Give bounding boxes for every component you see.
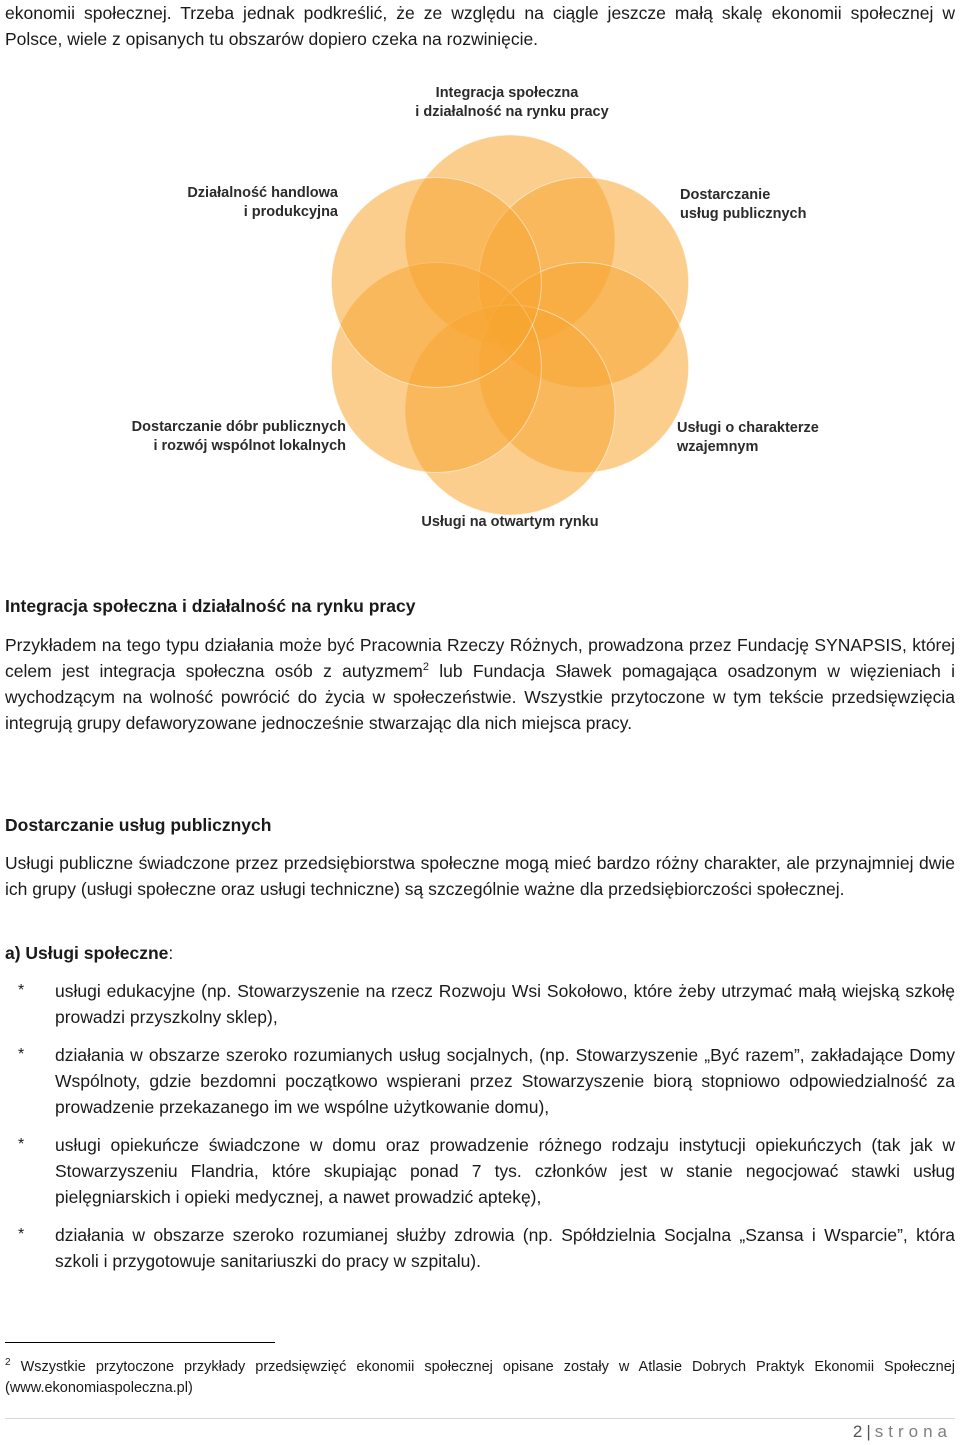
section1-text-a: Przykładem na tego typu działania może być Pracownia Rzeczy Różnych, prowadzona przez Fundację SYNAPSIS, której celem jest integracja społeczna osób z autyzmem — [5, 635, 955, 681]
label-lower-left-line2: i rozwój wspólnot lokalnych — [153, 438, 346, 454]
section1-text-b: lub Fundacja Sławek pomagająca osadzonym w więzieniach i wychodzącym na wolność powrócić do życia w społeczeństwie. Wszystkie przytoczone w tym tekście przedsięwzięcia integrują grupy defaworyzowane jednocześnie stwarzając dla nich miejsca pracy. — [5, 661, 955, 733]
footnote-text: Wszystkie przytoczone przykłady przedsięwzięć ekonomii społecznej opisane zostały w Atlasie Dobrych Praktyk Ekonomii Społecznej (www.ekonomiaspoleczna.pl) — [5, 1358, 955, 1396]
label-upper-left-line1: Działalność handlowa — [187, 185, 338, 201]
footer-word: strona — [874, 1422, 952, 1441]
label-top-line1: Integracja społeczna — [435, 85, 579, 101]
services-list — [5, 978, 955, 1286]
section1-paragraph — [5, 632, 955, 736]
list-item — [5, 1222, 955, 1274]
footer-separator: | — [866, 1422, 871, 1441]
footer-divider — [5, 1418, 955, 1419]
label-lower-right-line2: wzajemnym — [677, 439, 759, 455]
diagram-petals — [331, 135, 688, 515]
label-upper-left-line2: i produkcyjna — [243, 204, 338, 220]
list-item-text: działania w obszarze szeroko rozumianych usług socjalnych, (np. Stowarzyszenie „Być razem”, zakładające Domy Wspólnoty, gdzie bezdomni początkowo wspierani przez Stowarzyszenie biorą stopniowo odpowiedzialność za prowadzenie przekazanego im we wspólne użytkowanie domu), — [55, 1045, 955, 1117]
list-item-text: usługi opiekuńcze świadczone w domu oraz prowadzenie różnego rodzaju instytucji opiekuńczych (tak jak w Stowarzyszeniu Flandria, które skupiając ponad 7 tys. członków jest w stanie negocjować stawki usług pielęgniarskich i opieki medycznej, a nawet prowadzić aptekę), — [55, 1135, 955, 1207]
section1-heading: Integracja społeczna i działalność na rynku pracy — [5, 596, 416, 616]
page-footer — [853, 1422, 952, 1442]
petal-upper-left — [331, 178, 541, 388]
subheading-colon: : — [168, 943, 174, 963]
page-number: 2 — [852, 1422, 863, 1441]
list-item — [5, 1042, 955, 1120]
list-item-text: usługi edukacyjne (np. Stowarzyszenie na rzecz Rozwoju Wsi Sokołowo, które żeby utrzymać małą wiejską szkołę prowadzi przyszkolny sklep), — [55, 981, 955, 1027]
venn-diagram — [100, 70, 860, 540]
footnote — [5, 1352, 955, 1399]
label-lower-right-line1: Usługi o charakterze — [677, 420, 819, 436]
list-item-text: działania w obszarze szeroko rozumianej służby zdrowia (np. Spółdzielnia Socjalna „Szansa i Wsparcie”, która szkoli i przygotowuje sanitariuszki do pracy w szpitalu). — [55, 1225, 955, 1271]
label-bottom: Usługi na otwartym rynku — [421, 514, 599, 530]
section2-heading: Dostarczanie usług publicznych — [5, 815, 272, 835]
bullet-asterisk-icon: * — [18, 1046, 25, 1063]
label-lower-left-line1: Dostarczanie dóbr publicznych — [131, 419, 346, 435]
intro-paragraph: ekonomii społecznej. Trzeba jednak podkreślić, że ze względu na ciągle jeszcze małą skalę ekonomii społecznej w Polsce, wiele z opisanych tu obszarów dopiero czeka na rozwinięcie. — [5, 3, 955, 49]
bullet-asterisk-icon: * — [18, 982, 25, 999]
label-upper-right-line1: Dostarczanie — [680, 187, 771, 203]
subheading-social-services — [5, 941, 173, 965]
subheading-text: a) Usługi społeczne — [5, 943, 169, 963]
bullet-asterisk-icon: * — [18, 1136, 25, 1153]
footnote-ref[interactable]: 2 — [422, 661, 429, 674]
footnote-number: 2 — [5, 1357, 11, 1368]
list-item — [5, 978, 955, 1030]
label-upper-right-line2: usług publicznych — [680, 206, 807, 222]
section2-paragraph: Usługi publiczne świadczone przez przedsiębiorstwa społeczne mogą mieć bardzo różny charakter, ale przynajmniej dwie ich grupy (usługi społeczne oraz usługi techniczne) są szczególnie ważne dla przedsiębiorczości społecznej. — [5, 853, 955, 899]
label-top-line2: i działalność na rynku pracy — [415, 104, 609, 120]
list-item — [5, 1132, 955, 1210]
footnote-divider — [5, 1342, 275, 1343]
bullet-asterisk-icon: * — [18, 1226, 25, 1243]
